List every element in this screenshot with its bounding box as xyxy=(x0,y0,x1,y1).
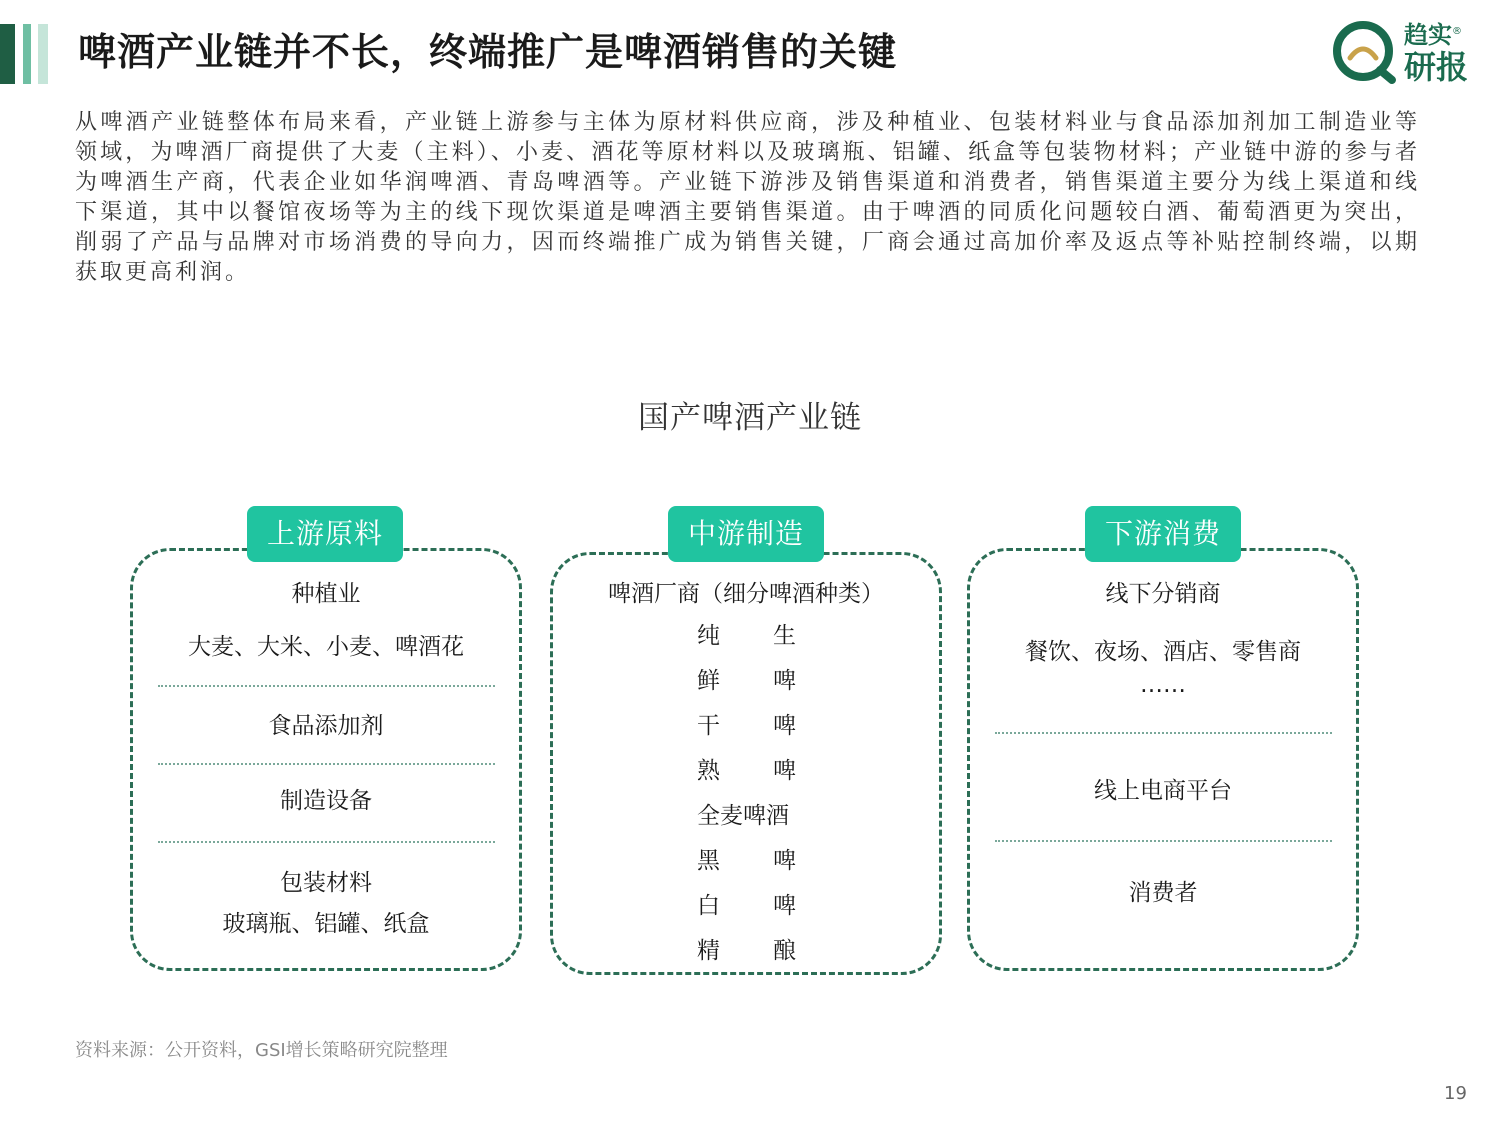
upstream-divider-2 xyxy=(158,763,495,765)
accent-bar-light xyxy=(38,24,48,84)
downstream-item-offline-detail: 餐饮、夜场、酒店、零售商 xyxy=(1025,639,1301,665)
beer-type-char-2: 生 xyxy=(773,623,796,649)
upstream-divider-1 xyxy=(158,685,495,687)
accent-bar-mid xyxy=(23,24,31,84)
upstream-item-equipment: 制造设备 xyxy=(280,788,372,814)
midstream-heading: 啤酒厂商（细分啤酒种类） xyxy=(608,581,884,607)
upstream-item-planting-detail: 大麦、大米、小麦、啤酒花 xyxy=(188,634,464,660)
midstream-tag: 中游制造 xyxy=(668,506,824,562)
beer-type-char-1: 纯 xyxy=(697,623,720,649)
upstream-item-packaging-detail: 玻璃瓶、铝罐、纸盒 xyxy=(222,911,430,937)
beer-type-char-1: 全麦啤酒 xyxy=(697,803,789,829)
beer-type-char-1: 精 xyxy=(697,938,720,964)
beer-type-char-2: 啤 xyxy=(773,893,796,919)
logo-text xyxy=(1404,18,1468,85)
page-title: 啤酒产业链并不长，终端推广是啤酒销售的关键 xyxy=(78,30,898,74)
intro-paragraph: 从啤酒产业链整体布局来看，产业链上游参与主体为原材料供应商，涉及种植业、包装材料业与食品添加剂加工制造业等领域，为啤酒厂商提供了大麦（主料）、小麦、酒花等原材料以及玻璃瓶、铝罐、纸盒等包装物材料；产业链中游的参与者为啤酒生产商，代表企业如华润啤酒、青岛啤酒等。产业链下游涉及销售渠道和消费者，销售渠道主要分为线上渠道和线下渠道，其中以餐馆夜场等为主的线下现饮渠道是啤酒主要销售渠道。由于啤酒的同质化问题较白酒、葡萄酒更为突出，削弱了产品与品牌对市场消费的导向力，因而终端推广成为销售关键，厂商会通过高加价率及返点等补贴控制终端，以期获取更高利润。 xyxy=(75,110,1420,285)
source-note: 资料来源：公开资料，GSI增长策略研究院整理 xyxy=(75,1040,448,1061)
beer-type-char-2: 啤 xyxy=(773,848,796,874)
logo-top-text xyxy=(1404,18,1468,49)
beer-type-char-1: 鲜 xyxy=(697,668,720,694)
downstream-divider-1 xyxy=(995,732,1332,734)
downstream-item-online: 线上电商平台 xyxy=(1094,778,1232,804)
upstream-item-planting: 种植业 xyxy=(291,581,361,607)
beer-type-char-1: 干 xyxy=(697,713,720,739)
beer-type-char-2: 啤 xyxy=(773,668,796,694)
downstream-item-offline: 线下分销商 xyxy=(1105,581,1221,607)
downstream-item-consumer: 消费者 xyxy=(1128,880,1198,906)
registered-mark: ® xyxy=(1452,26,1462,37)
magnifier-q-icon xyxy=(1330,18,1400,88)
beer-type-char-2: 啤 xyxy=(773,758,796,784)
page-number: 19 xyxy=(1444,1083,1467,1104)
chart-title: 国产啤酒产业链 xyxy=(638,400,862,436)
beer-type-char-1: 白 xyxy=(697,893,720,919)
upstream-item-packaging: 包装材料 xyxy=(280,870,372,896)
upstream-tag: 上游原料 xyxy=(247,506,403,562)
beer-type-char-1: 熟 xyxy=(697,758,720,784)
accent-bar-dark xyxy=(0,24,15,84)
brand-logo xyxy=(1330,18,1480,88)
logo-top-label: 趋实 xyxy=(1404,21,1452,49)
upstream-item-additives: 食品添加剂 xyxy=(268,713,384,739)
beer-type-char-1: 黑 xyxy=(697,848,720,874)
upstream-panel xyxy=(130,548,522,971)
beer-type-char-2: 酿 xyxy=(773,938,796,964)
downstream-tag: 下游消费 xyxy=(1085,506,1241,562)
logo-bottom-text: 研报 xyxy=(1404,48,1469,86)
downstream-divider-2 xyxy=(995,840,1332,842)
beer-type-char-2: 啤 xyxy=(773,713,796,739)
downstream-item-offline-more: …… xyxy=(1140,672,1186,698)
midstream-panel xyxy=(550,552,942,975)
upstream-divider-3 xyxy=(158,841,495,843)
